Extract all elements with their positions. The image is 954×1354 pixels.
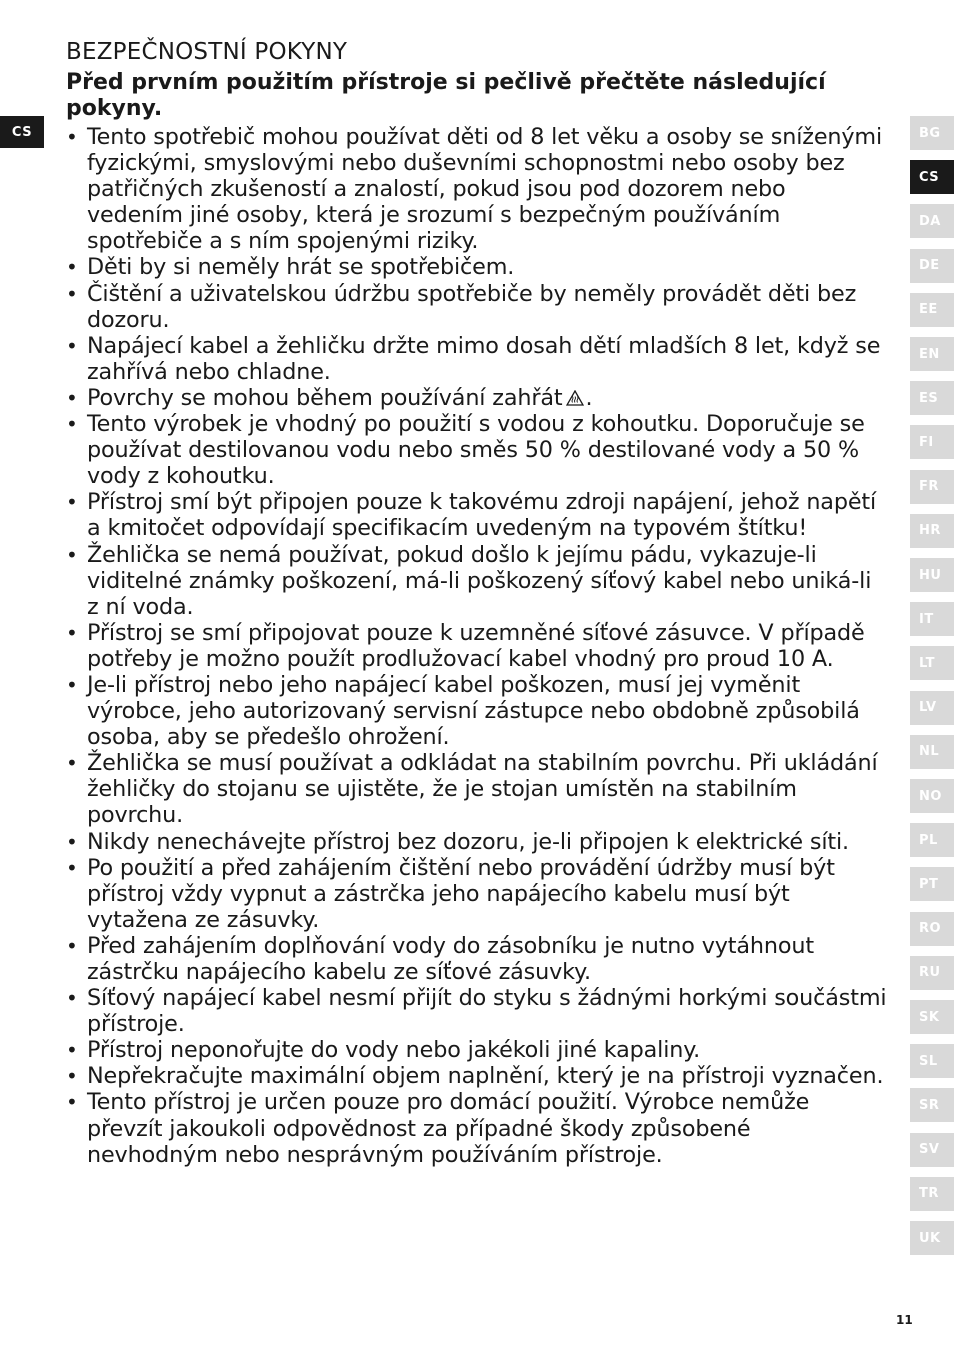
bullet: • [66,829,78,854]
language-tab-ro[interactable] [910,912,954,946]
bullet: • [66,255,78,280]
language-tab-label: HR [919,523,941,539]
list-item-text: Čištění a uživatelskou údržbu spotřebiče by neměly provádět děti bez dozoru. [87,280,857,333]
list-item-punctuation: . [585,384,593,411]
language-tab-label: HU [919,567,942,583]
list-item-text: Nikdy nenechávejte přístroj bez dozoru, je-li připojen k elektrické síti. [87,828,849,855]
language-tab-label: FR [919,479,939,495]
language-tab-ru[interactable] [910,956,954,990]
language-tab-lt[interactable] [910,646,954,680]
language-tab-hr[interactable] [910,514,954,548]
list-item [66,489,888,541]
list-item [66,1063,888,1089]
list-item [66,542,888,620]
list-item-text: Je-li přístroj nebo jeho napájecí kabel poškozen, musí jej vyměnit výrobce, jeho autorizovaný servisní zástupce nebo obdobně způsobilá osoba, aby se předešlo ohrožení. [87,671,860,751]
language-tab-bg[interactable] [910,116,954,150]
bullet: • [66,672,78,697]
language-tab-fi[interactable] [910,425,954,459]
language-tab-lv[interactable] [910,691,954,725]
language-tab-no[interactable] [910,779,954,813]
language-tab-sr[interactable] [910,1088,954,1122]
language-tab-es[interactable] [910,381,954,415]
language-tab-sk[interactable] [910,1000,954,1034]
list-item [66,985,888,1037]
bullet: • [66,1064,78,1089]
bullet: • [66,933,78,958]
list-item [66,333,888,385]
language-tab-label: PL [919,832,938,848]
bullet: • [66,542,78,567]
bullet: • [66,1038,78,1063]
bullet: • [66,333,78,358]
bullet: • [66,385,78,410]
list-item [66,750,888,828]
language-tab-label: RU [919,965,941,981]
bullet: • [66,751,78,776]
language-tab-en[interactable] [910,337,954,371]
list-item-text: Žehlička se musí používat a odkládat na stabilním povrchu. Při ukládání žehličky do stojanu se ujistěte, že je stojan umístěn na stabilním povrchu. [87,750,878,829]
language-tab-label: NL [919,744,940,760]
language-tab-nl[interactable] [910,735,954,769]
language-tab-cs[interactable] [910,160,954,194]
language-tab-label: IT [919,611,934,627]
language-tab-label: PT [919,876,939,892]
language-tab-it[interactable] [910,602,954,636]
list-item-text: Přístroj se smí připojovat pouze k uzemněné síťové zásuvce. V případě potřeby je možno použít prodlužovací kabel vhodný pro proud 10 A. [87,619,865,672]
language-tab-da[interactable] [910,204,954,238]
language-tab-hu[interactable] [910,558,954,592]
list-item-text: Tento přístroj je určen pouze pro domácí použití. Výrobce nemůže převzít jakoukoli odpovědnost za případné škody způsobené nevhodným nebo nesprávným používáním přístroje. [87,1089,810,1168]
list-item [66,281,888,333]
language-tab-label: SL [919,1053,938,1069]
list-item-text: Přístroj smí být připojen pouze k takovému zdroji napájení, jehož napětí a kmitočet odpovídají specifikacím uvedeným na typovém štítku! [87,489,877,542]
list-item [66,385,888,411]
list-item [66,254,888,280]
safety-instructions [66,38,888,1168]
bullet: • [66,855,78,880]
hot-surface-warning-icon [566,390,584,406]
language-tab-pt[interactable] [910,867,954,901]
list-item [66,855,888,933]
language-tab-de[interactable] [910,249,954,283]
list-item-text: Před zahájením doplňování vody do zásobníku je nutno vytáhnout zástrčku napájecího kabelu ze síťové zásuvky. [87,932,814,985]
list-item [66,1089,888,1167]
language-tab-label: ES [919,390,939,406]
current-language-label: CS [11,124,33,140]
language-tab-label: TR [919,1186,939,1202]
list-item [66,672,888,750]
language-tab-label: EN [919,346,940,362]
language-tab-pl[interactable] [910,823,954,857]
language-tab-sv[interactable] [910,1133,954,1167]
list-item [66,620,888,672]
safety-rules-list [66,124,888,1168]
list-item [66,124,888,254]
language-tab-label: LV [919,700,937,716]
bullet: • [66,490,78,515]
list-item-text: Napájecí kabel a žehličku držte mimo dosah dětí mladších 8 let, když se zahřívá nebo chladne. [87,332,881,385]
language-tab-label: FI [919,434,934,450]
list-item-text: Nepřekračujte maximální objem naplnění, který je na přístroji vyznačen. [87,1063,884,1090]
lead-instruction: Před prvním použitím přístroje si pečlivě přečtěte následující pokyny. [66,70,826,121]
list-item-text: Žehlička se nemá používat, pokud došlo k jejímu pádu, vykazuje-li viditelné známky poškození, má-li poškozený síťový kabel nebo uniká-li z ní voda. [87,541,872,620]
list-item [66,1037,888,1063]
language-tab-ee[interactable] [910,293,954,327]
bullet: • [66,412,78,437]
bullet: • [66,125,78,149]
list-item-text: Povrchy se mohou během používání zahřát [87,384,563,411]
language-tab-fr[interactable] [910,470,954,504]
section-title: BEZPEČNOSTNÍ POKYNY [66,39,348,65]
list-item [66,829,888,855]
language-tab-label: RO [919,921,942,937]
list-item-text: Tento spotřebič mohou používat děti od 8 let věku a osoby se sníženými fyzickými, smyslovými nebo duševními schopnostmi nebo osoby bez patřičných zkušeností a znalostí, pokud jsou pod dozorem nebo vedením jiné osoby, která je srozumí s bezpečným používáním spotřebiče a s ním spojenými riziky. [87,124,883,255]
language-tab-uk[interactable] [910,1221,954,1255]
bullet: • [66,986,78,1011]
language-tab-label: CS [919,169,940,185]
page-number: 11 [896,1313,913,1327]
language-tab-label: SR [919,1097,940,1113]
bullet: • [66,1090,78,1115]
bullet: • [66,620,78,645]
language-tab-label: LT [919,655,935,671]
list-item-text: Síťový napájecí kabel nesmí přijít do styku s žádnými horkými součástmi přístroje. [87,985,887,1038]
current-language-badge [0,116,44,148]
language-tab-label: SV [919,1142,940,1158]
language-tab-label: DA [919,213,941,229]
language-tab-label: BG [919,125,941,141]
language-tab-label: UK [919,1230,941,1246]
bullet: • [66,281,78,306]
list-item-text: Tento výrobek je vhodný po použití s vodou z kohoutku. Doporučuje se používat destilovanou vodu nebo směs 50 % destilované vody a 50 % vody z kohoutku. [87,411,865,490]
list-item-text: Děti by si neměly hrát se spotřebičem. [87,254,515,281]
list-item-text: Přístroj neponořujte do vody nebo jakékoli jiné kapaliny. [87,1037,701,1064]
language-tab-sl[interactable] [910,1044,954,1078]
list-item-text: Po použití a před zahájením čištění nebo provádění údržby musí být přístroj vždy vypnut a zástrčka jeho napájecího kabelu musí být vytažena ze zásuvky. [87,854,835,933]
language-tab-label: SK [919,1009,940,1025]
list-item [66,933,888,985]
list-item [66,411,888,489]
language-tab-label: DE [919,258,940,274]
language-tab-label: EE [919,302,938,318]
language-tab-label: NO [919,788,942,804]
language-tab-tr[interactable] [910,1177,954,1211]
